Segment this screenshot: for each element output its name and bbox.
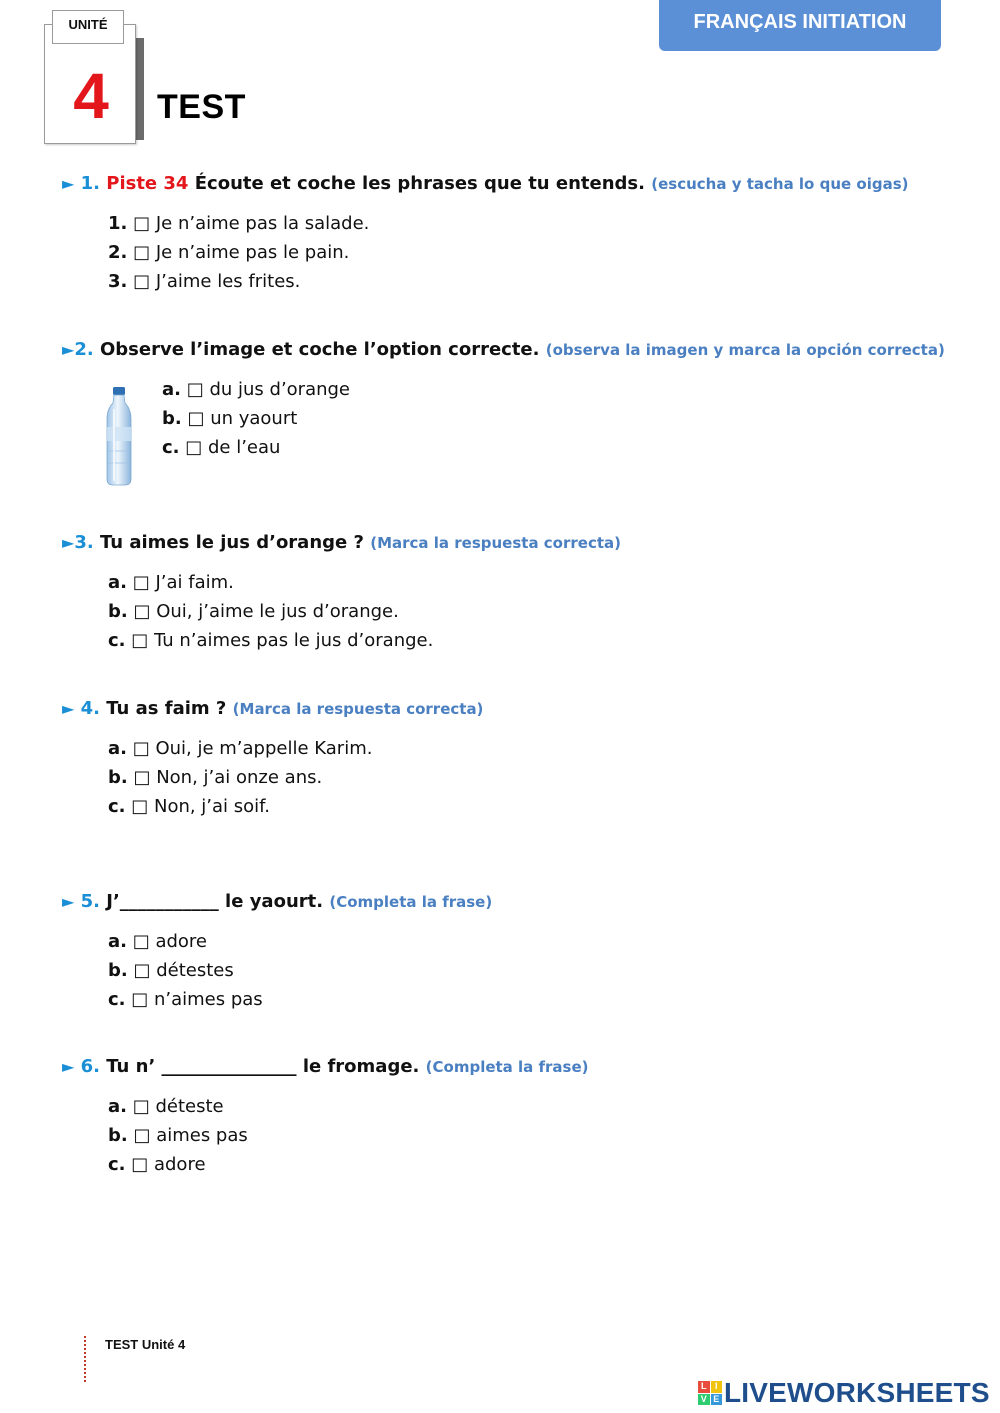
option-label: b.	[108, 767, 128, 788]
option-a[interactable]	[108, 568, 433, 597]
question-translation: (Completa la frase)	[425, 1058, 589, 1076]
arrow-icon: ►	[62, 174, 75, 193]
question-translation: (Marca la respuesta correcta)	[370, 534, 621, 552]
question-translation: (observa la imagen y marca la opción correcta)	[545, 341, 945, 359]
option-a[interactable]	[108, 734, 372, 763]
option-text: □ Non, j’ai onze ans.	[133, 767, 323, 788]
option-3[interactable]	[108, 267, 369, 296]
arrow-icon: ►	[62, 699, 75, 718]
option-a[interactable]	[162, 375, 350, 404]
option-text: □ Oui, je m’appelle Karim.	[132, 738, 373, 759]
arrow-icon: ►	[62, 533, 75, 552]
logo-letter: E	[711, 1394, 723, 1406]
option-label: a.	[162, 379, 181, 400]
option-c[interactable]	[162, 433, 350, 462]
question-1-options	[108, 209, 369, 296]
option-label: b.	[108, 601, 128, 622]
question-4-options	[108, 734, 372, 821]
option-text: □ Je n’aime pas la salade.	[133, 213, 370, 234]
option-label: a.	[108, 738, 127, 759]
question-number: 4.	[80, 698, 100, 719]
option-2[interactable]	[108, 238, 369, 267]
option-b[interactable]	[108, 956, 263, 985]
option-label: c.	[108, 1154, 126, 1175]
question-prompt: Tu as faim ?	[106, 698, 227, 719]
option-text: □ adore	[132, 931, 207, 952]
question-1-heading	[62, 173, 909, 194]
page-title: TEST	[157, 88, 246, 126]
option-text: □ un yaourt	[187, 408, 298, 429]
option-label: a.	[108, 572, 127, 593]
arrow-icon: ►	[62, 1057, 75, 1076]
question-number: 5.	[80, 891, 100, 912]
question-5-heading	[62, 891, 492, 912]
unit-label: UNITÉ	[52, 10, 124, 44]
option-label: b.	[162, 408, 182, 429]
option-text: □ déteste	[132, 1096, 224, 1117]
question-prompt: Observe l’image et coche l’option correcte.	[99, 339, 540, 360]
question-2-heading	[62, 339, 945, 360]
option-label: 1.	[108, 213, 128, 234]
option-label: b.	[108, 960, 128, 981]
unit-badge	[44, 10, 148, 144]
question-4-heading	[62, 698, 483, 719]
question-2-options	[162, 375, 350, 462]
option-text: □ aimes pas	[133, 1125, 248, 1146]
logo-letter: L	[698, 1381, 710, 1393]
option-a[interactable]	[108, 927, 263, 956]
question-6-heading	[62, 1056, 589, 1077]
option-text: □ Oui, j’aime le jus d’orange.	[133, 601, 399, 622]
question-number: 1.	[80, 173, 100, 194]
water-bottle-icon	[103, 385, 135, 487]
footer-text: TEST Unité 4	[105, 1337, 186, 1352]
question-translation: (Completa la frase)	[329, 893, 493, 911]
question-number: 6.	[80, 1056, 100, 1077]
option-label: c.	[108, 796, 126, 817]
question-translation: (escucha y tacha lo que oigas)	[651, 175, 909, 193]
piste-label: Piste 34	[106, 173, 189, 194]
option-text: □ Non, j’ai soif.	[131, 796, 270, 817]
logo-letter: V	[698, 1394, 710, 1406]
question-prompt: J’___________ le yaourt.	[106, 891, 324, 912]
option-label: c.	[108, 630, 126, 651]
arrow-icon: ►	[62, 892, 75, 911]
option-text: □ J’ai faim.	[132, 572, 234, 593]
option-text: □ J’aime les frites.	[133, 271, 301, 292]
option-text: □ adore	[131, 1154, 206, 1175]
option-label: a.	[108, 1096, 127, 1117]
option-c[interactable]	[108, 985, 263, 1014]
question-prompt-end: .	[638, 173, 645, 194]
option-text: □ Tu n’aimes pas le jus d’orange.	[131, 630, 434, 651]
question-5-options	[108, 927, 263, 1014]
question-number: 2.	[74, 339, 94, 360]
question-prompt: Écoute et coche les phrases que tu entends	[194, 173, 639, 194]
liveworksheets-brand[interactable]	[698, 1378, 990, 1408]
option-a[interactable]	[108, 1092, 248, 1121]
question-3-heading	[62, 532, 621, 553]
course-tag: FRANÇAIS INITIATION	[659, 0, 941, 51]
option-1[interactable]	[108, 209, 369, 238]
option-b[interactable]	[162, 404, 350, 433]
brand-name: LIVEWORKSHEETS	[724, 1377, 990, 1408]
question-3-options	[108, 568, 433, 655]
logo-letter: I	[711, 1381, 723, 1393]
option-b[interactable]	[108, 597, 433, 626]
option-label: c.	[162, 437, 180, 458]
liveworksheets-logo-icon	[698, 1381, 722, 1405]
question-prompt: Tu n’ _______________ le fromage.	[106, 1056, 420, 1077]
option-label: 2.	[108, 242, 128, 263]
option-text: □ n’aimes pas	[131, 989, 263, 1010]
option-label: a.	[108, 931, 127, 952]
option-b[interactable]	[108, 1121, 248, 1150]
option-text: □ Je n’aime pas le pain.	[133, 242, 350, 263]
option-text: □ du jus d’orange	[186, 379, 351, 400]
question-number: 3.	[74, 532, 94, 553]
option-c[interactable]	[108, 626, 433, 655]
option-text: □ de l’eau	[185, 437, 281, 458]
question-prompt: Tu aimes le jus d’orange ?	[99, 532, 364, 553]
option-c[interactable]	[108, 792, 372, 821]
question-6-options	[108, 1092, 248, 1179]
option-text: □ détestes	[133, 960, 234, 981]
footer-divider	[84, 1336, 86, 1382]
option-b[interactable]	[108, 763, 372, 792]
arrow-icon: ►	[62, 340, 75, 359]
option-label: 3.	[108, 271, 128, 292]
unit-number: 4	[73, 60, 109, 132]
option-label: c.	[108, 989, 126, 1010]
question-translation: (Marca la respuesta correcta)	[232, 700, 484, 718]
option-label: b.	[108, 1125, 128, 1146]
option-c[interactable]	[108, 1150, 248, 1179]
